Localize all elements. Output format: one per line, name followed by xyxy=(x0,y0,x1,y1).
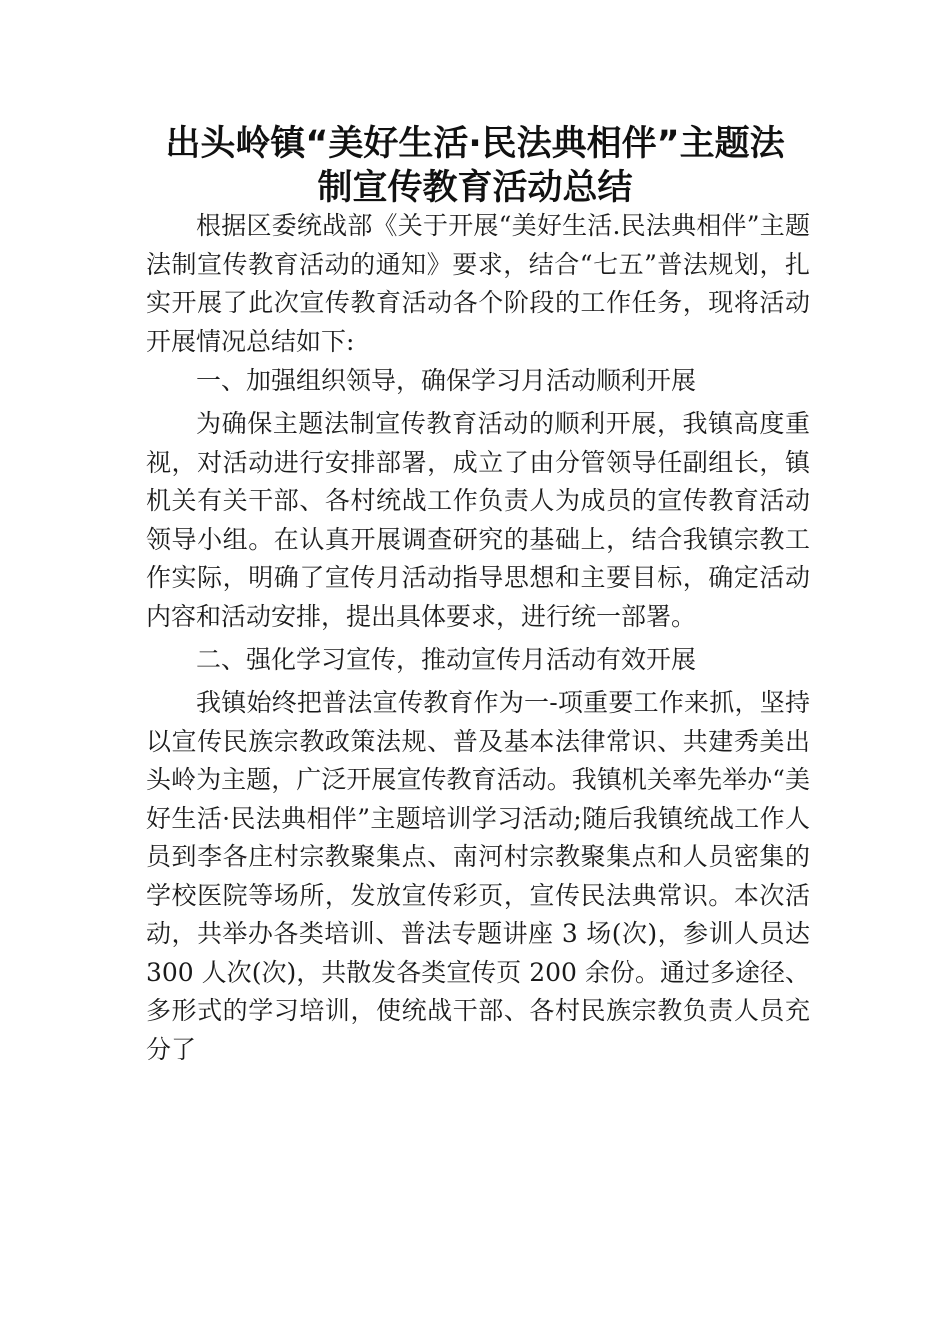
section-2-heading: 二、强化学习宣传，推动宣传月活动有效开展 xyxy=(196,645,697,674)
document-title-line-1: 出头岭镇“美好生活·民法典相伴”主题法 xyxy=(165,124,785,164)
section-2-paragraph: 我镇始终把普法宣传教育作为一-项重要工作来抓，坚持以宣传民族宗教政策法规、普及基本法律常识、共建秀美出头岭为主题，广泛开展宣传教育活动。我镇机关率先举办“美好生活·民法典相伴”主题培训学习活动;随后我镇统战工作人员到李各庄村宗教聚集点、南河村宗教聚集点和人员密集的学校医院等场所，发放宣传彩页，宣传民法典常识。本次活动，共举办各类培训、普法专题讲座 3 场(次)，参训人员达 300 人次(次)，共散发各类宣传页 200 余份。通过多途径、多形式的学习培训，使统战干部、各村民族宗教负责人员充分了 xyxy=(146,688,810,1064)
section-1-heading: 一、加强组织领导，确保学习月活动顺利开展 xyxy=(196,366,697,395)
section-1-paragraph: 为确保主题法制宣传教育活动的顺利开展，我镇高度重视，对活动进行安排部署，成立了由分管领导任副组长，镇机关有关干部、各村统战工作负责人为成员的宣传教育活动领导小组。在认真开展调查研究的基础上，结合我镇宗教工作实际，明确了宣传月活动指导思想和主要目标，确定活动内容和活动安排，提出具体要求，进行统一部署。 xyxy=(146,409,810,631)
document-title-line-2: 制宣传教育活动总结 xyxy=(317,168,633,208)
intro-paragraph: 根据区委统战部《关于开展“美好生活.民法典相伴”主题法制宣传教育活动的通知》要求，结合“七五”普法规划，扎实开展了此次宣传教育活动各个阶段的工作任务，现将活动开展情况总结如下: xyxy=(146,211,810,356)
